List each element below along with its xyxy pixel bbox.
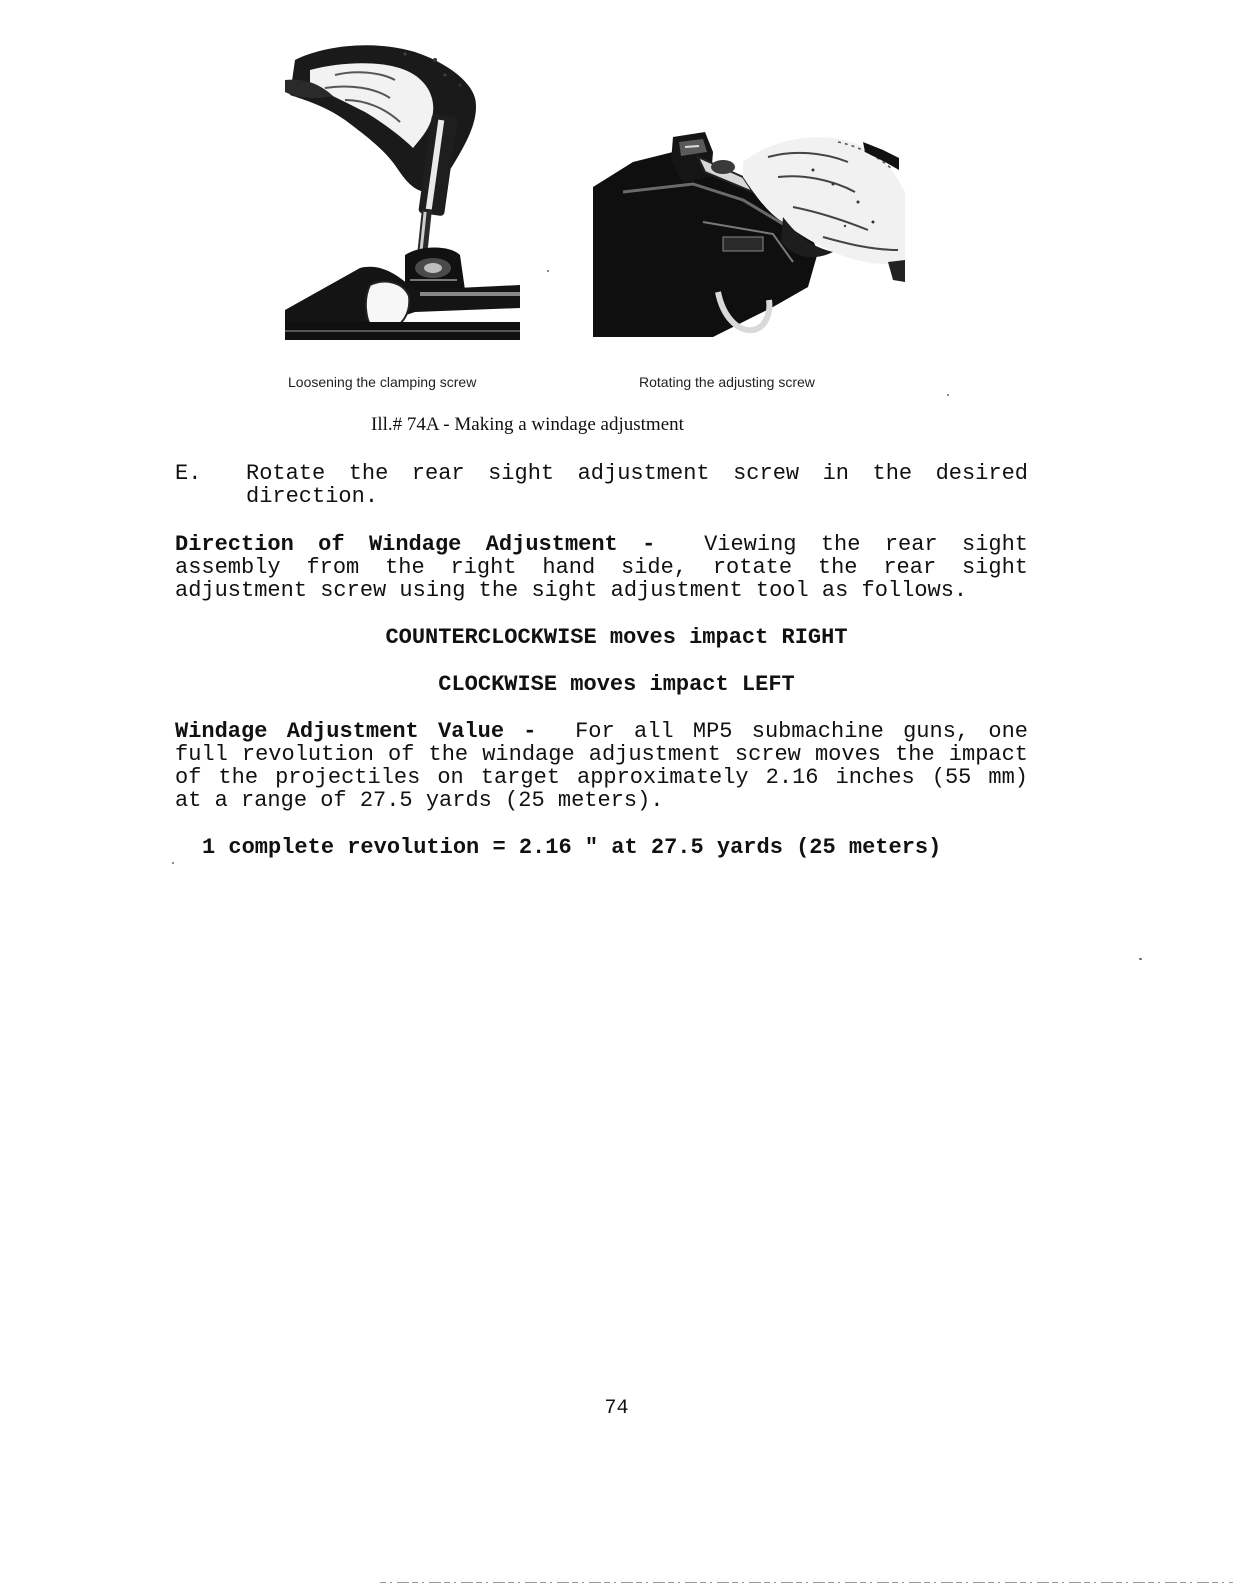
rule-clockwise: CLOCKWISE moves impact LEFT [438, 672, 795, 697]
windage-body: For all MP5 submachine guns, one full revolution of the windage adjustment screw moves the impact of the projectiles on target approximately 2.16 inches (55 mm) at a range of 27.5 yards (25 meters). [175, 719, 1028, 813]
step-text: Rotate the rear sight adjustment screw in the desired direction. [246, 461, 1028, 509]
scan-speck [1139, 958, 1142, 960]
direction-paragraph [175, 533, 1028, 602]
scan-speck [947, 394, 949, 396]
direction-body: Viewing the rear sight assembly from the right hand side, rotate the rear sight adjustment screw using the sight adjustment tool as follows. [175, 532, 1028, 603]
photo-rotating-graphic [593, 122, 905, 337]
scan-speck [547, 270, 549, 272]
scan-bottom-edge [0, 1581, 1233, 1584]
photo-rotating-adjusting-screw [593, 122, 905, 337]
direction-heading: Direction of Windage Adjustment - [175, 532, 656, 557]
rule-counterclockwise: COUNTERCLOCKWISE moves impact RIGHT [385, 625, 848, 650]
windage-heading: Windage Adjustment Value - [175, 719, 537, 744]
illustration-title: Ill.# 74A - Making a windage adjustment [371, 414, 684, 435]
photo-loosening-graphic [285, 40, 520, 340]
photo-loosening-clamping-screw [285, 40, 520, 340]
step-letter: E. [175, 461, 202, 486]
caption-loosening: Loosening the clamping screw [288, 374, 477, 390]
page-number: 74 [604, 1397, 629, 1420]
scan-speck [172, 862, 174, 864]
caption-rotating: Rotating the adjusting screw [639, 374, 815, 390]
windage-value-paragraph [175, 720, 1028, 812]
revolution-rule: 1 complete revolution = 2.16 " at 27.5 yards (25 meters) [202, 835, 942, 860]
